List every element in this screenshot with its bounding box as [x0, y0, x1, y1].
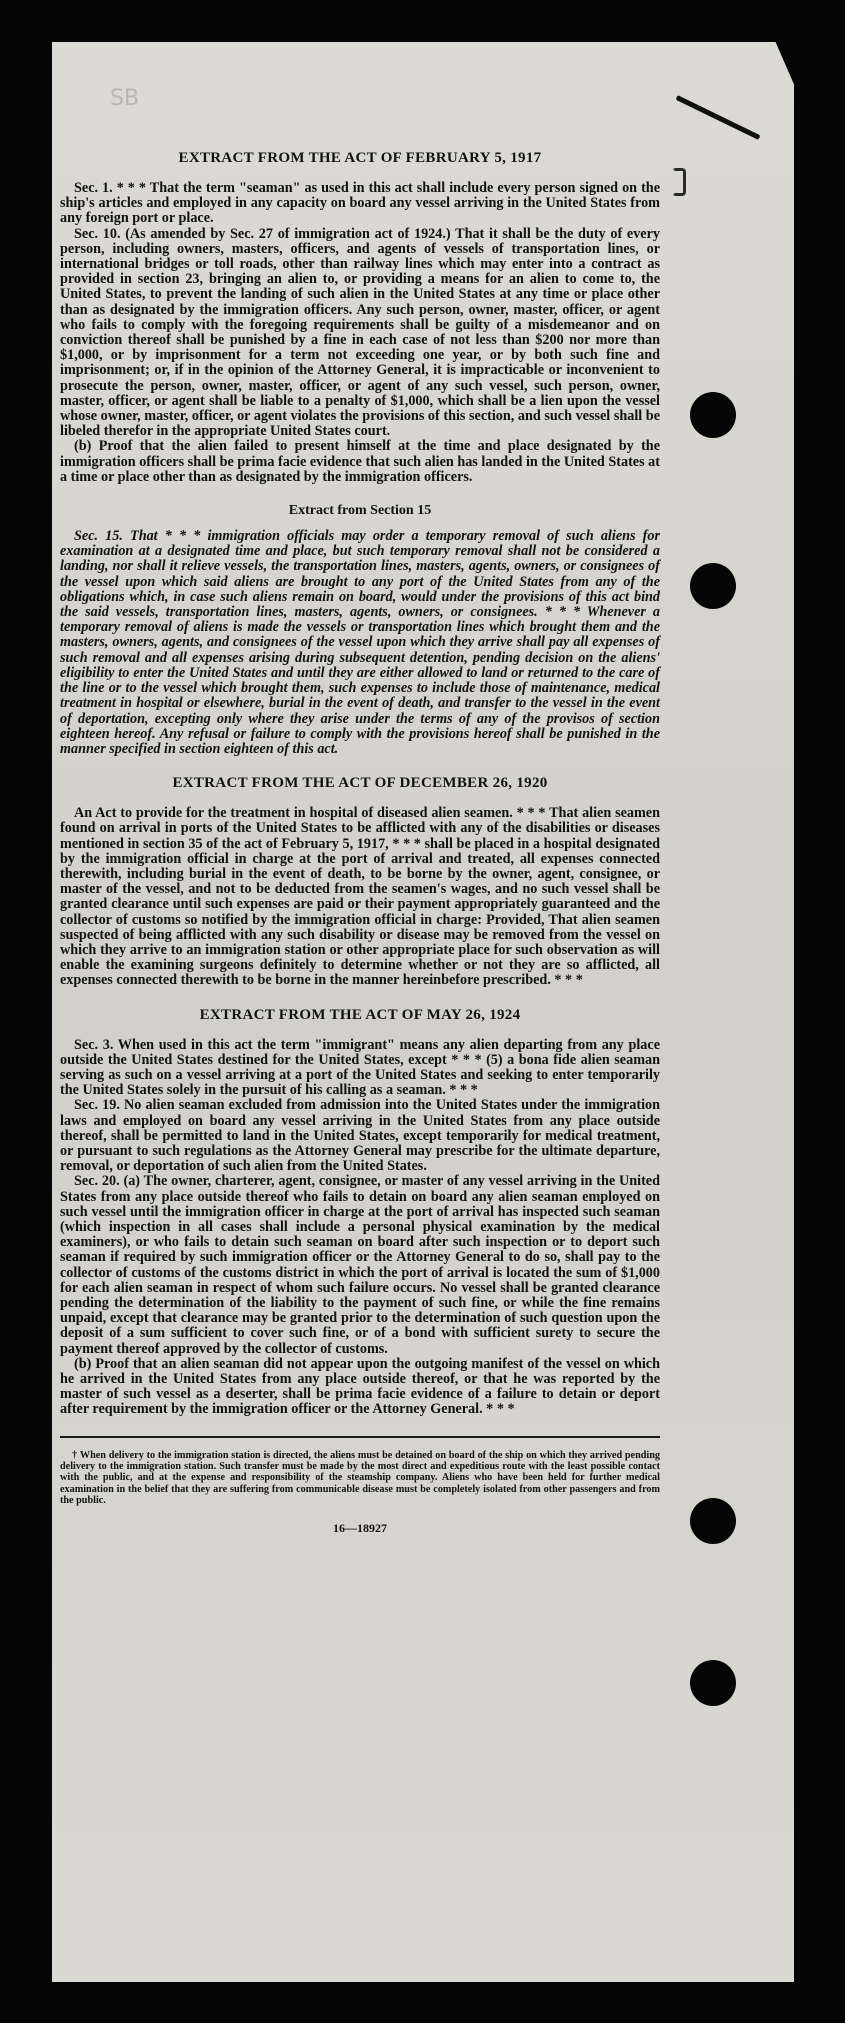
- section-title: EXTRACT FROM THE ACT OF FEBRUARY 5, 1917: [178, 150, 542, 166]
- footnote-divider: [60, 1436, 660, 1438]
- section-act-1924: [60, 1007, 660, 1418]
- punch-hole: [690, 392, 736, 438]
- paragraph: Sec. 1. * * * That the term "seaman" as used in this act shall include every person signed on the ship's articles and employed in any capacity on board any vessel arriving in the United States from any foreign port or place.: [60, 180, 660, 227]
- clip-mark: [672, 168, 686, 196]
- paragraph: (b) Proof that the alien failed to present himself at the time and place designated by the immigration officers shall be prima facie evidence that such alien has landed in the United States at a time or place other than as designated by the immigration officers.: [60, 438, 660, 485]
- punch-hole: [690, 1660, 736, 1706]
- section-title: Extract from Section 15: [288, 503, 432, 519]
- footnote: † When delivery to the immigration station is directed, the aliens must be detained on board of the ship on which they arrived pending delivery to the immigration station. Such transfer must be made by the most direct and expeditious route with the least possible contact with the public, and at the expense and responsibility of the steamship company. Aliens who have been held for further medical examination in the belief that they are suffering from communicable disease must be completely isolated from other passengers and from the public.: [60, 1449, 660, 1507]
- print-code: 16—18927: [333, 1520, 387, 1535]
- paragraph: Sec. 10. (As amended by Sec. 27 of immigration act of 1924.) That it shall be the duty of every person, including owners, masters, officers, and agents of vessels of transportation lines, or international bridges or toll roads, other than railway lines which may enter into a contract as provided in section 23, bringing an alien to, or providing a means for an alien to come to, the United States, to prevent the landing of such alien in the United States at any time or place other than as designated by the immigration officers. Any such person, owner, master, officer, or agent who fails to comply with the foregoing requirements shall be guilty of a misdemeanor and on conviction thereof shall be punished by a fine in each case of not less than $200 nor more than $1,000, or by imprisonment for a term not exceeding one year, or by both such fine and imprisonment; or, if in the opinion of the Attorney General, it is impracticable or inconvenient to prosecute the person, owner, master, officer, or agent of any such vessel, such person, owner, master, officer, or agent shall be liable to a penalty of $1,000, which shall be a lien upon the vessel whose owner, master, officer, or agent violates the provisions of this section, and such vessel shall be libeled therefor in the appropriate United States court.: [60, 225, 660, 440]
- punch-hole: [690, 563, 736, 609]
- section-title: EXTRACT FROM THE ACT OF MAY 26, 1924: [199, 1006, 521, 1023]
- section-15-extract: [60, 503, 660, 757]
- section-act-1917: [60, 150, 660, 485]
- section-act-1920: [60, 775, 660, 988]
- paragraph: Sec. 3. When used in this act the term "immigrant" means any alien departing from any place outside the United States destined for the United States, except * * * (5) a bona fide alien seaman serving as such on a vessel arriving at a port of the United States and seeking to enter temporarily the United States solely in the pursuit of his calling as a seaman. * * *: [60, 1036, 660, 1099]
- paragraph: Sec. 20. (a) The owner, charterer, agent, consignee, or master of any vessel arriving in the United States from any place outside thereof who fails to detain on board any alien seaman employed on such vessel until the immigration officer in charge at the port of arrival has inspected such seaman (which inspection in all cases shall include a personal physical examination by the medical examiners), or who fails to detain such seaman on board after such inspection or to deport such seaman if required by such immigration officer or the Attorney General to do so, shall pay to the collector of customs of the customs district in which the port of arrival is located the sum of $1,000 for each alien seaman in respect of whom such failure occurs. No vessel shall be granted clearance pending the determination of the liability to the payment of such fine, or while the fine remains unpaid, except that clearance may be granted prior to the determination of such question upon the deposit of a sum sufficient to cover such fine, or of a bond with sufficient surety to secure the payment thereof approved by the collector of customs.: [60, 1173, 660, 1357]
- paragraph: Sec. 15. That * * * immigration officials may order a temporary removal of such aliens for examination at a designated time and place, but such temporary removal shall not be considered a landing, nor shall it relieve vessels, the transportation lines, masters, agents, owners, or consignees of the vessel upon which said aliens are brought to any port of the United States from any of the obligations which, in case such aliens remain on board, would under the provisions of this act bind the said vessels, transportation lines, masters, agents, owners, or consignees. * * * Whenever a temporary removal of aliens is made the vessels or transportation lines which brought them and the masters, owners, agents, and consignees of the vessel upon which they arrive shall pay all expenses of such removal and all expenses arising during subsequent detention, pending decision on the aliens' eligibility to enter the United States and until they are either allowed to land or returned to the care of the line or to the vessel which brought them, such expenses to include those of maintenance, medical treatment in hospital or elsewhere, burial in the event of death, and transfer to the vessel in the event of deportation, excepting only where they arise under the terms of any of the provisos of section eighteen hereof. Any refusal or failure to comply with the provisions hereof shall be punished in the manner specified in section eighteen of this act.: [60, 528, 660, 757]
- document-content: [60, 150, 660, 1536]
- paragraph: (b) Proof that an alien seaman did not appear upon the outgoing manifest of the vessel on which he arrived in the United States from any place outside thereof, or that he was reported by the master of such vessel as a deserter, shall be prima facie evidence of a failure to detain or deport after requirement by the immigration officer or the Attorney General. * * *: [60, 1355, 660, 1418]
- section-title: EXTRACT FROM THE ACT OF DECEMBER 26, 1920: [172, 775, 548, 792]
- punch-hole: [690, 1498, 736, 1544]
- paragraph: An Act to provide for the treatment in hospital of diseased alien seamen. * * * That alien seamen found on arrival in ports of the United States to be afflicted with any of the disabilities or diseases mentioned in section 35 of the act of February 5, 1917, * * * shall be placed in a hospital designated by the immigration official in charge at the port of arrival and treated, all expenses connected therewith, including burial in the event of death, to be borne by the owner, agent, consignee, or master of the vessel, and not to be deducted from the seamen's wages, and no such vessel shall be granted clearance until such expenses are paid or their payment appropriately guaranteed and the collector of customs so notified by the immigration official in charge: Provided, That alien seamen suspected of being afflicted with any such disability or disease may be removed from the vessel on which they arrive to an immigration station or other appropriate place for such observation as will enable the examining surgeons definitely to determine whether or not they are so afflicted, all expenses connected therewith to be borne in the manner hereinbefore prescribed. * * *: [60, 805, 660, 989]
- pencil-mark: SB: [110, 86, 140, 111]
- paragraph: Sec. 19. No alien seaman excluded from admission into the United States under the immigration laws and employed on board any vessel arriving in the United States from any place outside thereof, shall be permitted to land in the United States, except temporarily for medical treatment, or pursuant to such regulations as the Attorney General may prescribe for the ultimate departure, removal, or deportation of such alien from the United States.: [60, 1097, 660, 1175]
